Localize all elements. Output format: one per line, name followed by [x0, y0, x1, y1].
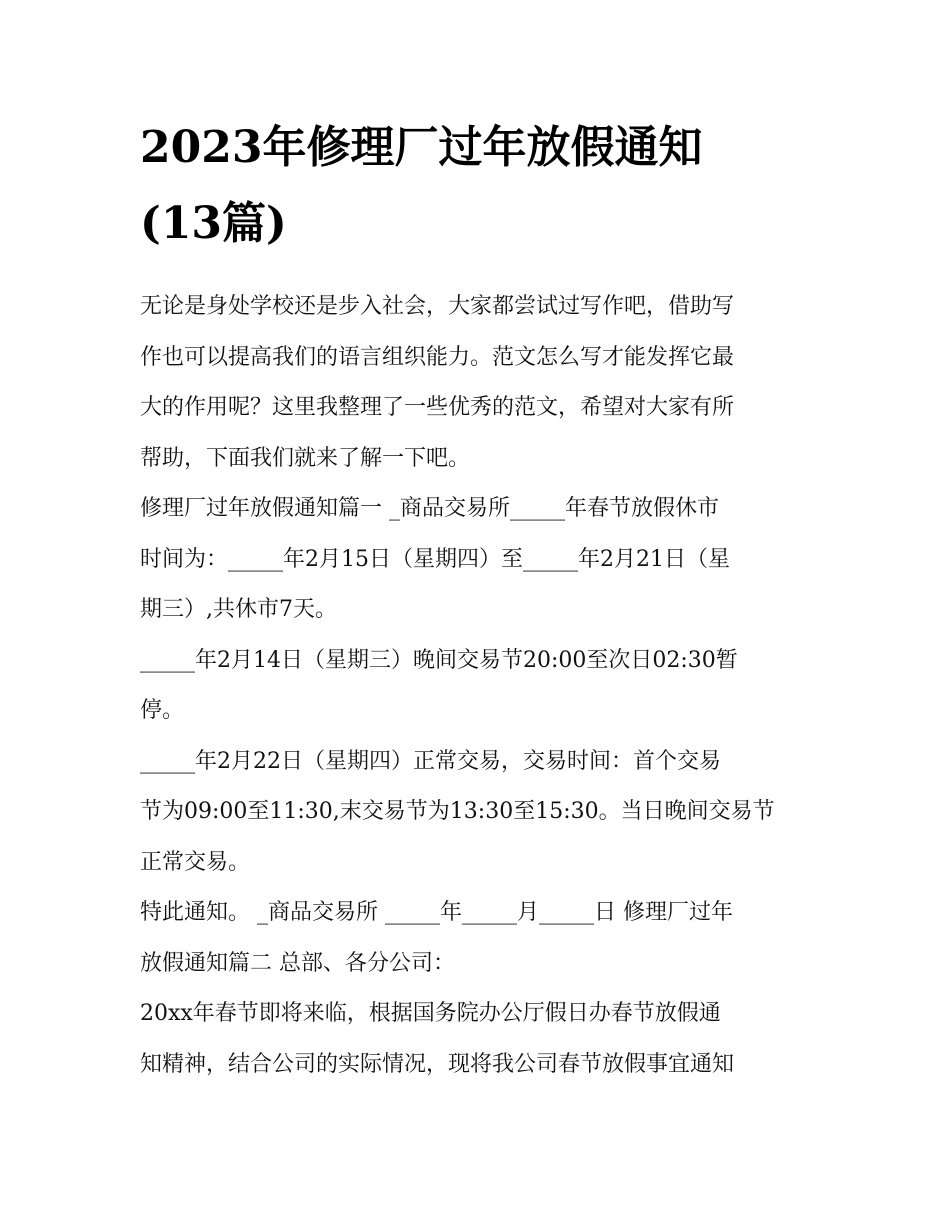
intro-paragraph: [140, 282, 812, 484]
title-line: 2023年修理厂过年放假通知: [140, 122, 703, 173]
text-line: 无论是身处学校还是步入社会，大家都尝试过写作吧，借助写: [140, 294, 735, 319]
document-body: [140, 282, 812, 1090]
text-line: 大的作用呢？这里我整理了一些优秀的范文，希望对大家有所: [140, 395, 735, 420]
document-title: [140, 110, 812, 262]
text-line: 知精神，结合公司的实际情况，现将我公司春节放假事宜通知: [140, 1051, 735, 1077]
title-line: (13篇): [140, 198, 287, 249]
notice-two-paragraph: [140, 989, 812, 1090]
suspension-paragraph: [140, 636, 812, 737]
text-line: 作也可以提高我们的语言组织能力。范文怎么写才能发挥它最: [140, 344, 735, 370]
closing-paragraph: [140, 888, 812, 989]
text-line: _____年2月22日（星期四）正常交易，交易时间：首个交易: [140, 748, 721, 774]
text-line: 期三）,共休市7天。: [140, 597, 337, 622]
text-line: 正常交易。: [140, 849, 251, 875]
text-line: 停。: [140, 698, 185, 723]
notice-one-paragraph: [140, 484, 812, 636]
text-line: 节为09:00至11:30,末交易节为13:30至15:30。当日晚间交易节: [140, 799, 775, 824]
resume-trading-paragraph: [140, 737, 812, 889]
text-line: _____年2月14日（星期三）晚间交易节20:00至次日02:30暂: [140, 647, 738, 673]
text-line: 帮助，下面我们就来了解一下吧。: [140, 445, 471, 471]
text-line: 特此通知。 _商品交易所 _____年_____月_____日 修理厂过年: [140, 900, 733, 925]
text-line: 时间为：_____年2月15日（星期四）至_____年2月21日（星: [140, 546, 730, 572]
text-line: 修理厂过年放假通知篇一 _商品交易所_____年春节放假休市: [140, 496, 719, 521]
text-line: 放假通知篇二 总部、各分公司：: [140, 950, 455, 976]
text-line: 20xx年春节即将来临，根据国务院办公厅假日办春节放假通: [140, 1001, 721, 1026]
document-page: [140, 110, 812, 1090]
